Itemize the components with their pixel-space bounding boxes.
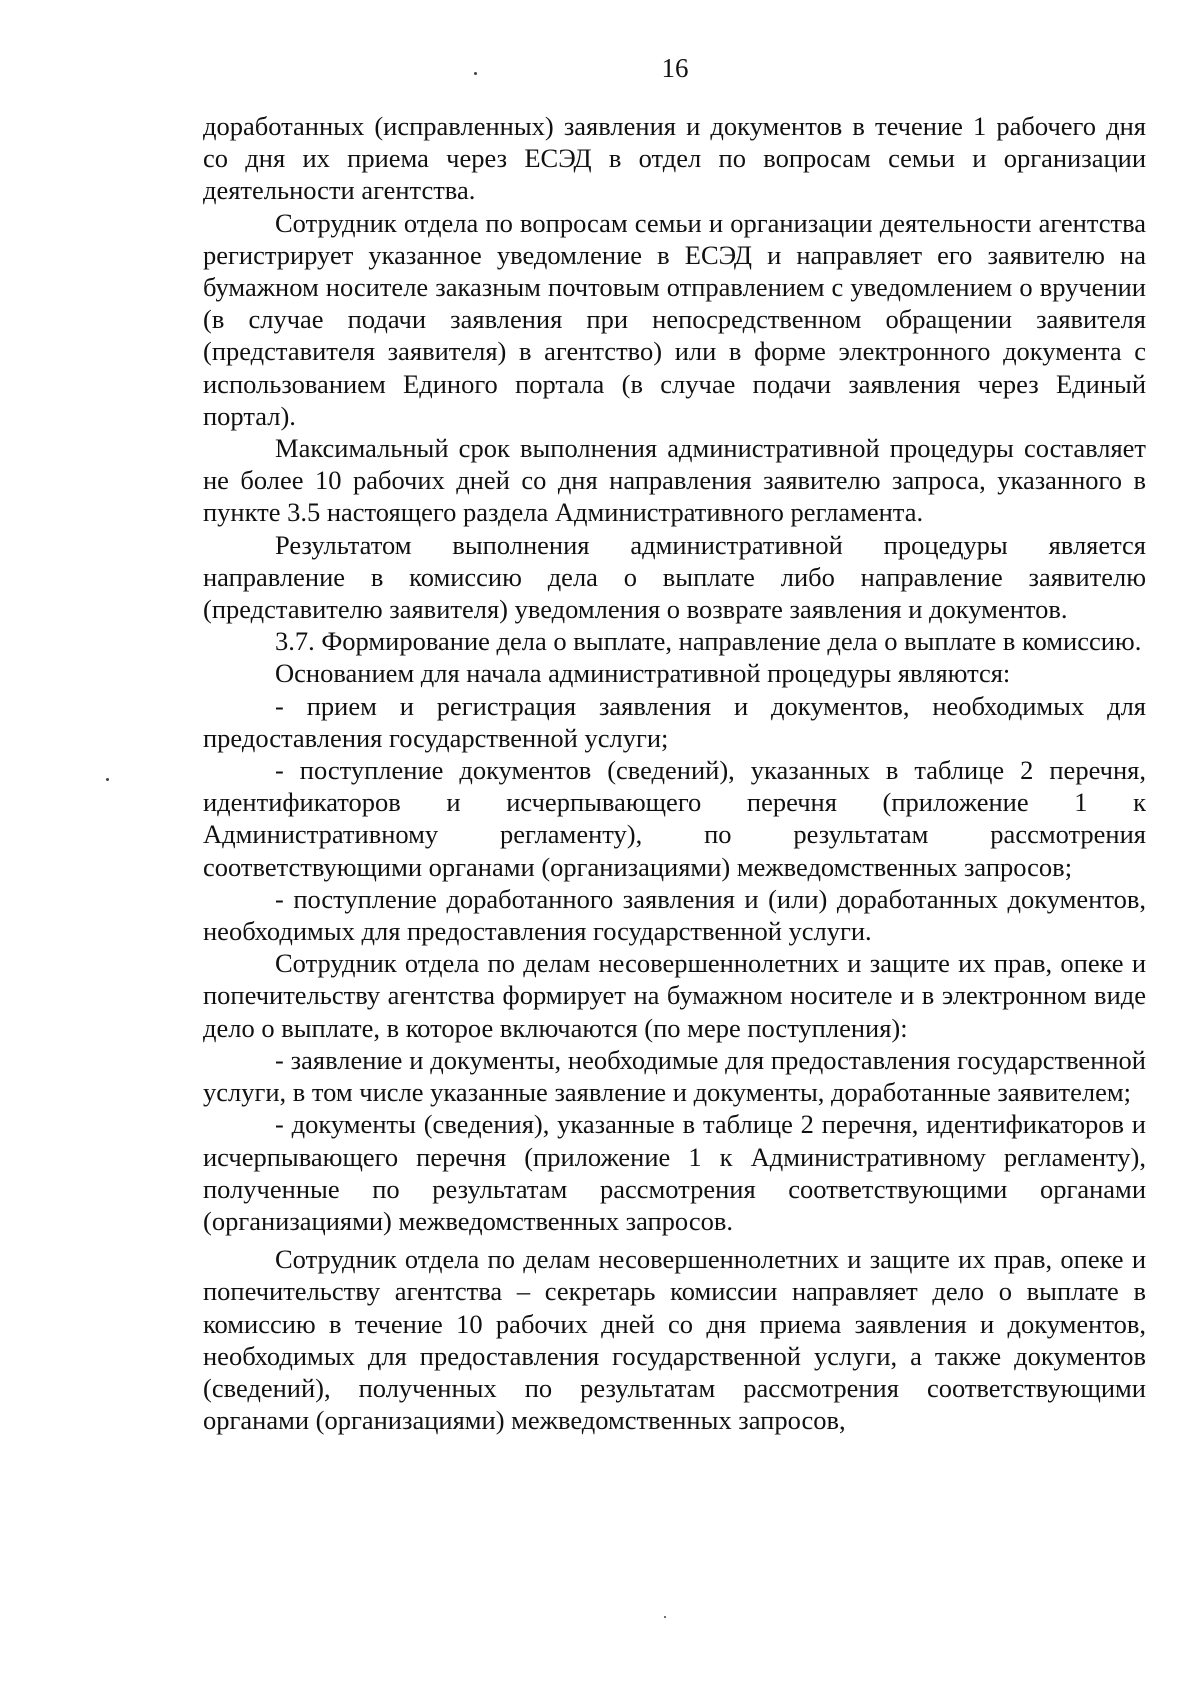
- paragraph: Результатом выполнения административной процедуры является направление в комиссию дела о выплате либо направление заявителю (представителю заявителя) уведомления о возврате заявления и документов.: [203, 529, 1146, 625]
- page-number: 16: [661, 53, 689, 83]
- paragraph: Максимальный срок выполнения административной процедуры составляет не более 10 рабочих дней со дня направления заявителю запроса, указанного в пункте 3.5 настоящего раздела Административного регламента.: [203, 433, 1146, 528]
- list-item: - заявление и документы, необходимые для предоставления государственной услуги, в том числе указанные заявление и документы, доработанные заявителем;: [203, 1044, 1146, 1108]
- list-item: - поступление доработанного заявления и (или) доработанных документов, необходимых для предоставления государственной услуги.: [203, 883, 1146, 947]
- paragraph: доработанных (исправленных) заявления и документов в течение 1 рабочего дня со дня их приема через ЕСЭД в отдел по вопросам семьи и организации деятельности агентства.: [203, 111, 1146, 206]
- paragraph: Основанием для начала административной процедуры являются:: [275, 658, 1011, 689]
- paragraph: Сотрудник отдела по вопросам семьи и организации деятельности агентства регистрирует указанное уведомление в ЕСЭД и направляет его заявителю на бумажном носителе заказным почтовым отправлением с уведомлением о вручении (в случае подачи заявления при непосредственном обращении заявителя (представителя заявителя) в агентство) или в форме электронного документа с использованием Единого портала (в случае подачи заявления через Единый портал).: [203, 207, 1146, 431]
- paragraph: Сотрудник отдела по делам несовершеннолетних и защите их прав, опеке и попечительству агентства формирует на бумажном носителе и в электронном виде дело о выплате, в которое включаются (по мере поступления):: [203, 948, 1146, 1043]
- paragraph: Сотрудник отдела по делам несовершеннолетних и защите их прав, опеке и попечительству агентства – секретарь комиссии направляет дело о выплате в комиссию в течение 10 рабочих дней со дня приема заявления и документов, необходимых для предоставления государственной услуги, а также документов (сведений), полученных по результатам рассмотрения соответствующими органами (организациями) межведомственных запросов,: [203, 1244, 1146, 1436]
- scan-speck: [106, 778, 109, 781]
- scan-speck: [474, 72, 477, 75]
- document-body: [203, 110, 1146, 1436]
- scan-speck: [664, 1616, 666, 1618]
- list-item: - прием и регистрация заявления и документов, необходимых для предоставления государственной услуги;: [203, 690, 1146, 753]
- section-heading: 3.7. Формирование дела о выплате, направление дела о выплате в комиссию.: [275, 626, 1142, 657]
- list-item: - документы (сведения), указанные в таблице 2 перечня, идентификаторов и исчерпывающего перечня (приложение 1 к Административному регламенту), полученные по результатам рассмотрения соответствующими органами (организациями) межведомственных запросов.: [203, 1109, 1146, 1236]
- list-item: - поступление документов (сведений), указанных в таблице 2 перечня, идентификаторов и исчерпывающего перечня (приложение 1 к Административному регламенту), по результатам рассмотрения соответствующими органами (организациями) межведомственных запросов;: [203, 755, 1146, 882]
